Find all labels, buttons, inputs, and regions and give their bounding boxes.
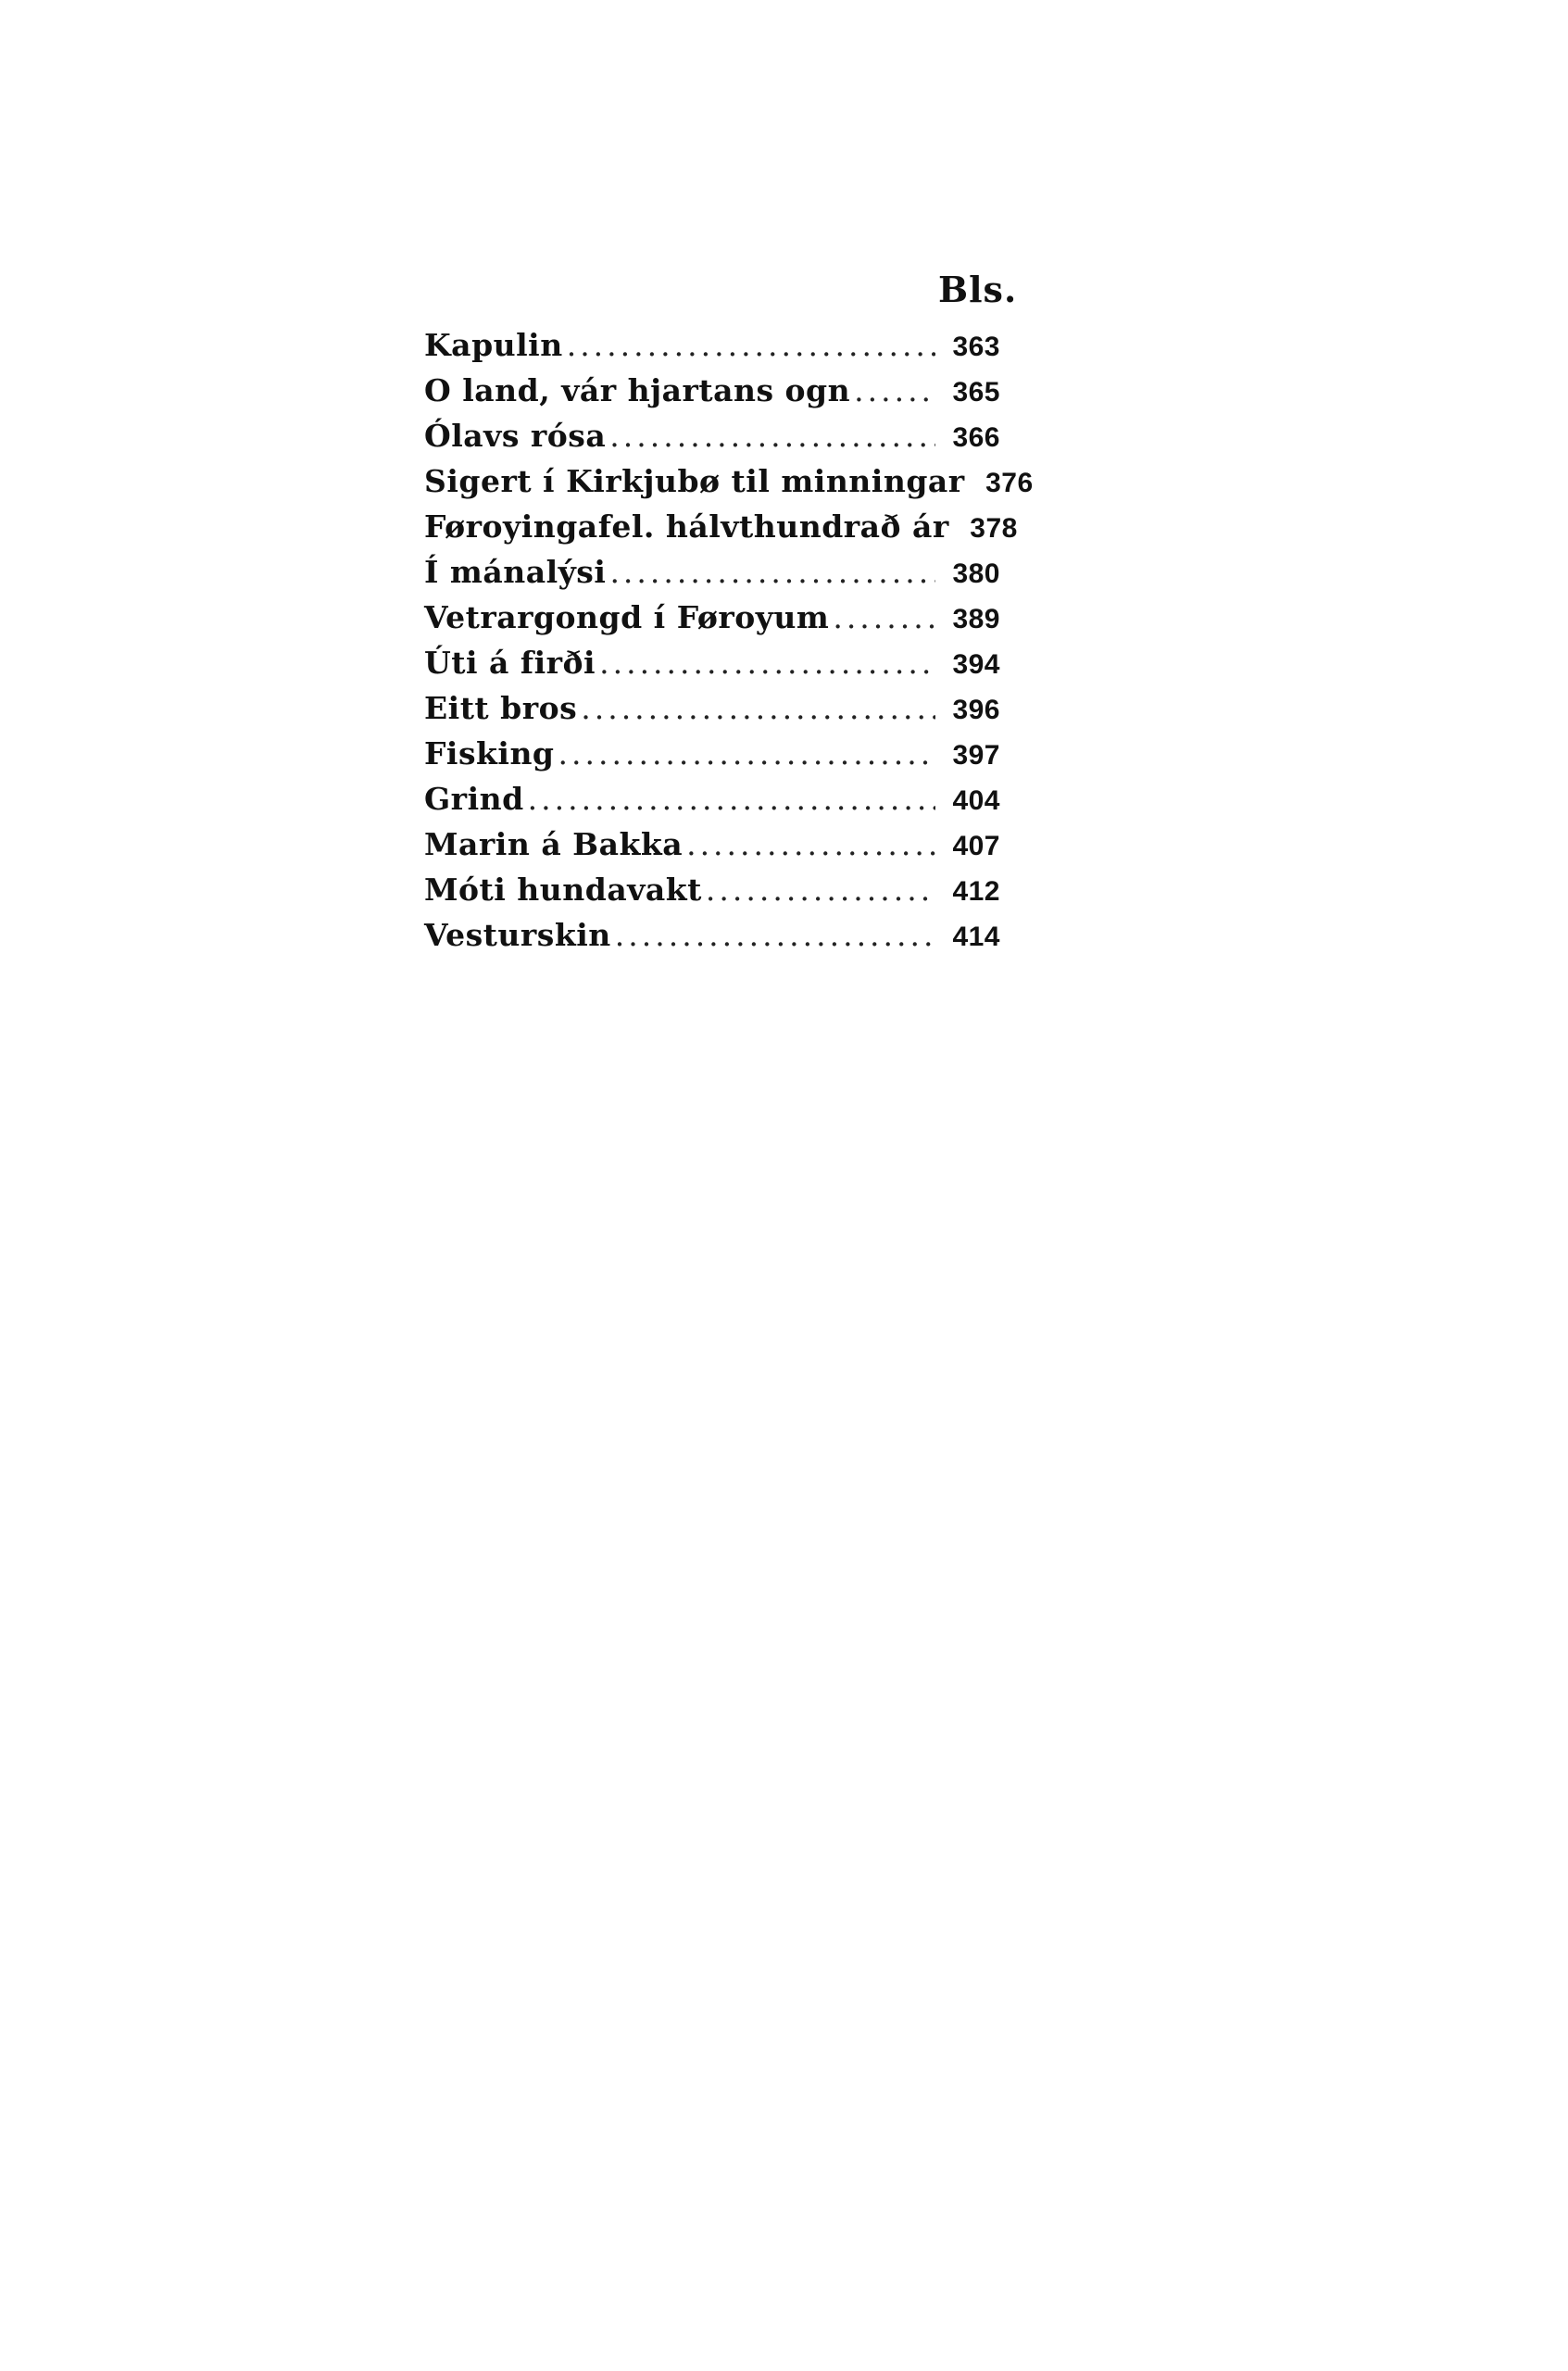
toc-entry	[424, 867, 1000, 912]
toc-entry	[424, 640, 1000, 685]
toc-entry-title: Eitt bros	[424, 690, 578, 726]
dot-leader	[686, 822, 935, 867]
toc-entry	[424, 413, 1000, 458]
toc-entry	[424, 458, 1034, 504]
toc-entry-title: Móti hundavakt	[424, 872, 702, 908]
dot-leader	[567, 322, 935, 368]
dot-leader	[609, 549, 935, 595]
toc-entry	[424, 912, 1000, 958]
toc-entry-title: Ólavs rósa	[424, 418, 607, 454]
toc-entry-page: 412	[952, 876, 1000, 907]
toc-entry	[424, 776, 1000, 822]
dot-leader	[599, 640, 935, 685]
toc-entry-title: Í mánalýsi	[424, 554, 607, 590]
toc-entry-title: Sigert í Kirkjubø til minningar	[424, 463, 965, 499]
toc-entry-page: 378	[970, 513, 1018, 544]
toc-entry-title: Úti á firði	[424, 645, 596, 681]
toc-entry-title: Føroyingafel. hálvthundrað ár	[424, 508, 949, 545]
toc-entry	[424, 322, 1000, 368]
toc-entry-page: 365	[952, 377, 1000, 408]
toc-entry-title: Grind	[424, 781, 524, 817]
page-column-header: Bls.	[938, 269, 1018, 310]
toc-entry-page: 366	[952, 422, 1000, 453]
toc-entry-page: 376	[985, 468, 1034, 498]
toc-entry-page: 394	[952, 649, 1000, 680]
dot-leader	[558, 731, 935, 776]
toc-entry-page: 363	[952, 332, 1000, 362]
toc-entry-title: Vetrargongd í Føroyum	[424, 599, 830, 635]
toc-entry	[424, 822, 1000, 867]
toc-entry-title: Fisking	[424, 735, 555, 772]
toc-entry-title: O land, vár hjartans ogn	[424, 372, 851, 408]
dot-leader	[615, 912, 935, 958]
toc-entry-page: 389	[952, 604, 1000, 634]
toc-entry	[424, 685, 1000, 731]
toc-entry	[424, 595, 1000, 640]
toc-entry-title: Kapulin	[424, 327, 563, 363]
table-of-contents	[424, 322, 1034, 958]
toc-entry	[424, 731, 1000, 776]
toc-entry	[424, 504, 1018, 549]
dot-leader	[854, 368, 935, 413]
toc-entry-title: Marin á Bakka	[424, 826, 684, 862]
toc-entry-page: 414	[952, 922, 1000, 952]
dot-leader	[706, 867, 935, 912]
toc-entry-title: Vesturskin	[424, 917, 611, 953]
toc-entry-page: 404	[952, 785, 1000, 816]
dot-leader	[581, 685, 935, 731]
toc-entry-page: 396	[952, 695, 1000, 725]
toc-entry	[424, 368, 1000, 413]
dot-leader	[609, 413, 935, 458]
toc-entry	[424, 549, 1000, 595]
dot-leader	[528, 776, 935, 822]
toc-entry-page: 407	[952, 831, 1000, 861]
toc-entry-page: 397	[952, 740, 1000, 771]
toc-entry-page: 380	[952, 558, 1000, 589]
dot-leader	[833, 595, 935, 640]
